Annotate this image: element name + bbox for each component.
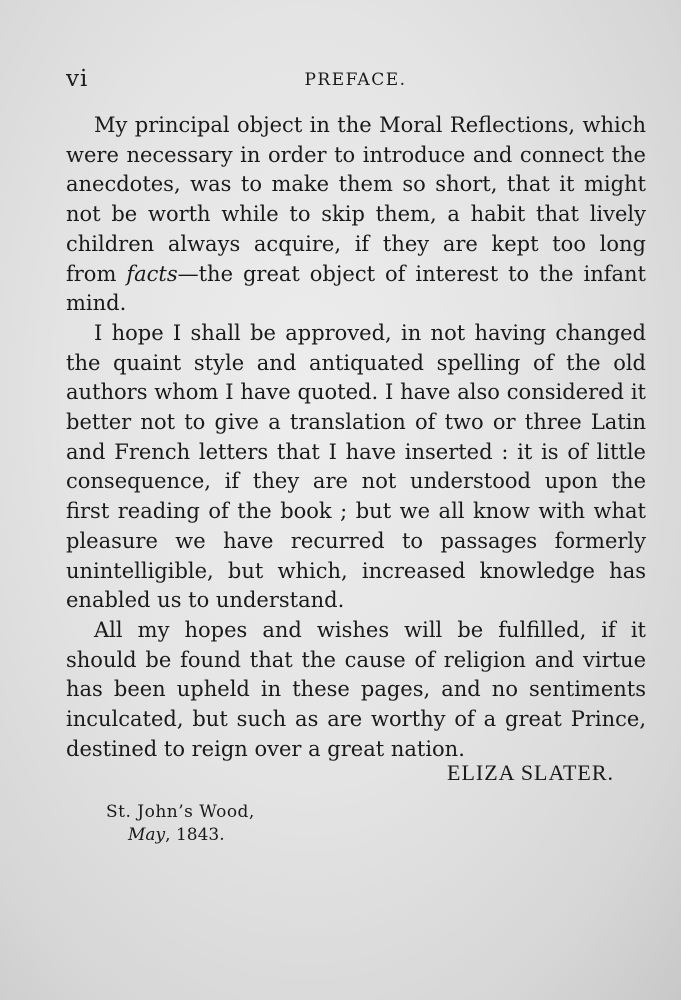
paragraph-hopes-and-wishes: All my hopes and wishes will be fulfilled, if it should be found that the cause of religion and virtue has been upheld in these pages, and no sentiments inculcated, but such as are worthy of a great Prince, destined to reign over a great nation.: [66, 617, 646, 761]
date-month: May: [128, 825, 166, 845]
preface-body: [66, 111, 646, 764]
paragraph-text: My principal object in the Moral Reflections, which were necessary in order to introduce and connect the anecdotes, was to make them so short, that it might not be worth while to skip them, a habit that lively children always acquire, if they are kept too long from: [66, 113, 646, 286]
author-signature: ELIZA SLATER.: [447, 760, 614, 785]
paragraph-quaint-style: I hope I shall be approved, in not having changed the quaint style and antiquated spelling of the old authors whom I have quoted. I have also considered it better not to give a translation of two or three Latin and French letters that I have inserted : it is of little consequence, if they are not understood upon the first reading of the book ; but we all know with what pleasure we have recurred to passages formerly unintelligible, but which, increased knowledge has enabled us to understand.: [66, 320, 646, 613]
page-header: [66, 66, 645, 96]
paragraph-text-continued: —the great object of interest to the infant mind.: [66, 261, 646, 316]
italic-word-facts: facts: [126, 261, 178, 286]
page-number: vi: [66, 66, 89, 92]
running-title: PREFACE.: [304, 70, 407, 90]
place-line: St. John’s Wood,: [106, 802, 255, 822]
paragraph-moral-reflections: [66, 111, 646, 319]
date-year: , 1843.: [165, 825, 225, 845]
date-line: [128, 825, 225, 845]
